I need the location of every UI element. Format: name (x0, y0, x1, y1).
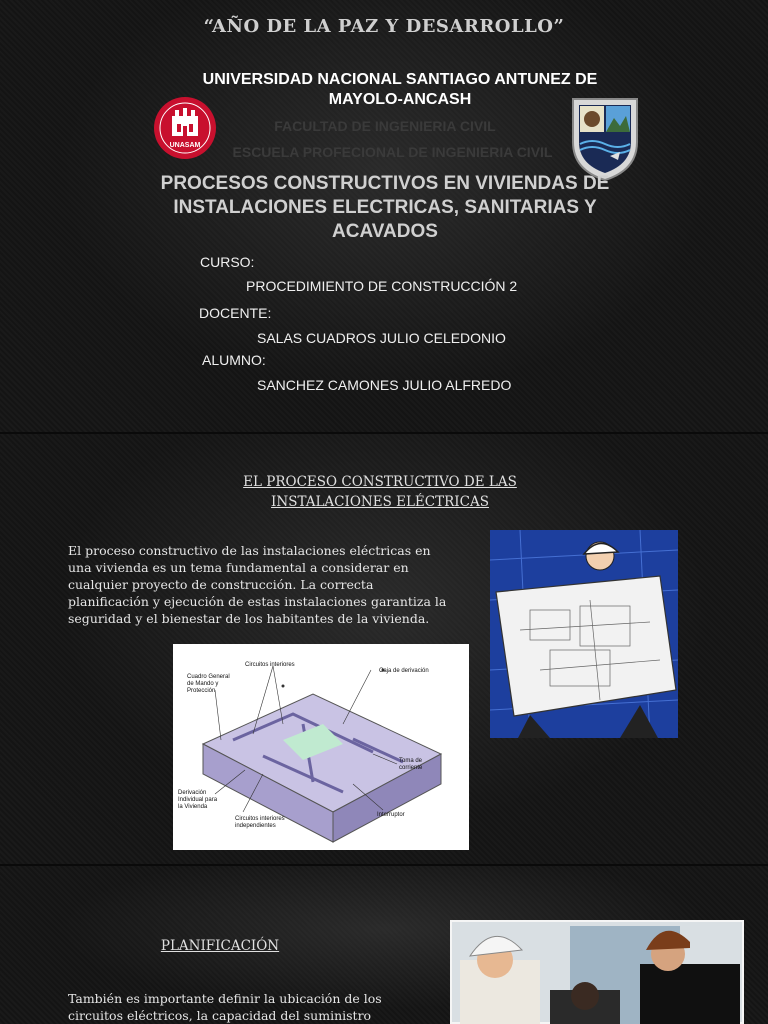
svg-text:Interruptor: Interruptor (377, 812, 405, 818)
engineer-blueprint-image (490, 530, 678, 738)
svg-text:Circuitos interiores: Circuitos interiores (235, 816, 285, 822)
svg-text:Caja de derivación: Caja de derivación (379, 668, 429, 674)
svg-text:Cuadro General: Cuadro General (187, 674, 230, 680)
svg-text:Derivación: Derivación (178, 790, 207, 796)
school-name: ESCUELA PROFECIONAL DE INGENIERIA CIVIL (232, 144, 553, 160)
svg-text:Protección: Protección (187, 688, 216, 694)
curso-label: CURSO: (200, 254, 255, 270)
planning-paragraph: También es importante definir la ubicación de los circuitos eléctricos, la capacidad del suministro (68, 991, 382, 1023)
university-name: UNIVERSIDAD NACIONAL SANTIAGO ANTUNEZ DE MAYOLO-ANCASH (202, 71, 598, 108)
svg-text:la Vivienda: la Vivienda (178, 804, 208, 810)
planning-slide (0, 866, 768, 1024)
alumno-value: SANCHEZ CAMONES JULIO ALFREDO (257, 377, 512, 393)
svg-text:independientes: independientes (235, 823, 276, 829)
svg-text:Individual para: Individual para (178, 797, 218, 803)
docente-label: DOCENTE: (199, 305, 272, 321)
section-heading: EL PROCESO CONSTRUCTIVO DE LAS INSTALACIONES ELÉCTRICAS (243, 474, 517, 510)
planning-heading: PLANIFICACIÓN (160, 938, 280, 954)
electrical-diagram-image (173, 644, 469, 850)
svg-text:corriente: corriente (399, 765, 423, 771)
electrical-installations-slide (0, 434, 768, 864)
motto: “AÑO DE LA PAZ Y DESARROLLO” (203, 16, 565, 37)
title-slide (0, 0, 768, 432)
svg-text:de Mando y: de Mando y (187, 681, 219, 687)
unasam-logo (153, 96, 217, 160)
faculty-name: FACULTAD DE INGENIERIA CIVIL (274, 118, 496, 134)
section-paragraph: El proceso constructivo de las instalaciones eléctricas en una vivienda es un tema fundamental a considerar en cualquier proyecto de construcción. La correcta planificación y ejecución de estas instalaciones garantiza la seguridad y el bienestar de los habitantes de la vivienda. (68, 543, 447, 626)
presentation-title: PROCESOS CONSTRUCTIVOS EN VIVIENDAS DE INSTALACIONES ELECTRICAS, SANITARIAS Y ACAVADOS (160, 173, 610, 242)
university-shield-logo (570, 96, 640, 182)
alumno-label: ALUMNO: (202, 352, 266, 368)
svg-text:UNASAM: UNASAM (169, 142, 201, 149)
svg-text:Toma de: Toma de (399, 758, 423, 764)
docente-value: SALAS CUADROS JULIO CELEDONIO (257, 330, 506, 346)
svg-text:Circuitos interiores: Circuitos interiores (245, 662, 295, 668)
workers-photo (450, 920, 744, 1024)
curso-value: PROCEDIMIENTO DE CONSTRUCCIÓN 2 (246, 278, 518, 294)
